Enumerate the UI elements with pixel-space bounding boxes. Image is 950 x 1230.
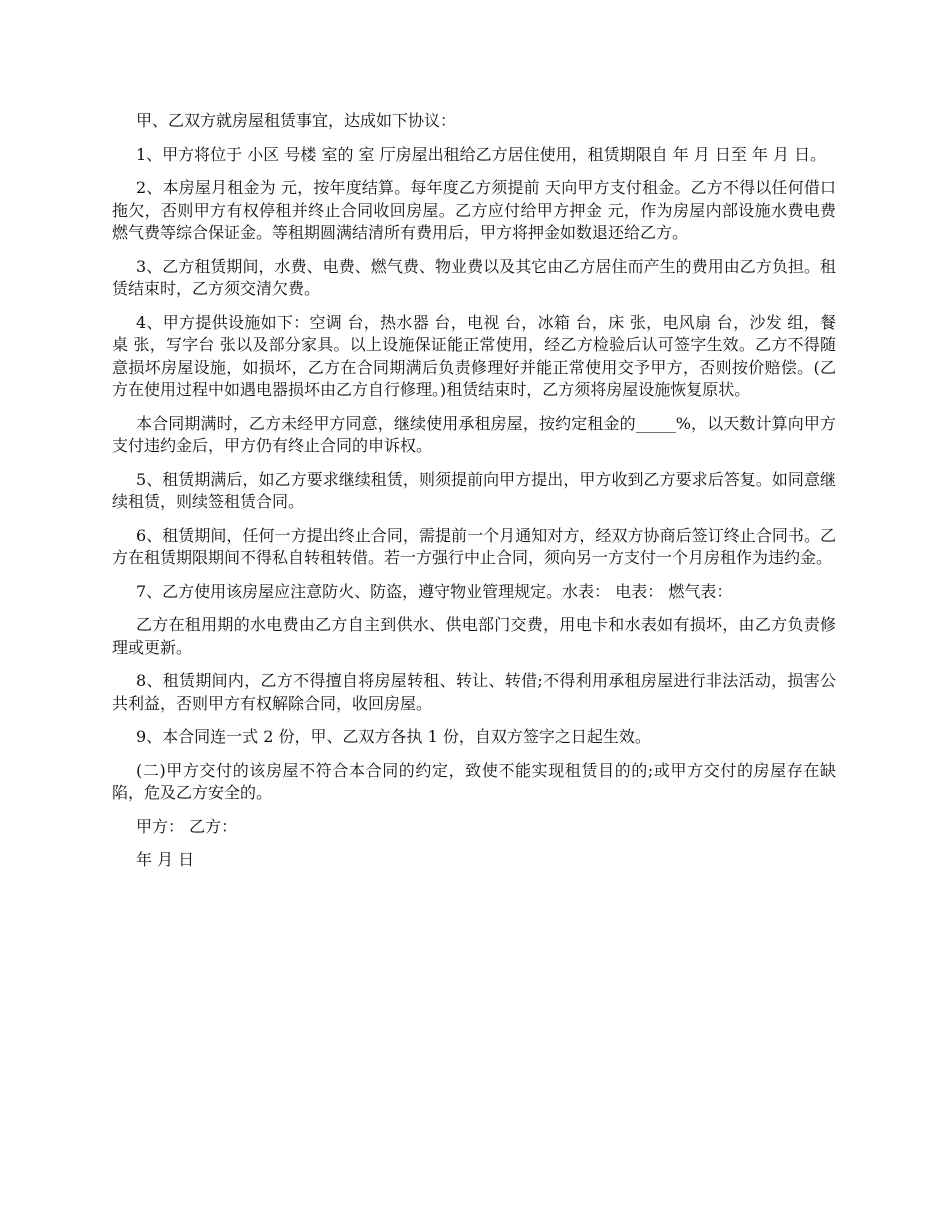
paragraph-clause-4: 4、甲方提供设施如下：空调 台，热水器 台，电视 台，冰箱 台，床 张，电风扇 台，沙发 组，餐桌 张，写字台 张以及部分家具。以上设施保证能正常使用，经乙方检验后认可签字生效。乙方不得随意损坏房屋设施，如损坏，乙方在合同期满后负责修理好并能正常使用交予甲方，否则按价赔偿。(乙方在使用过程中如遇电器损坏由乙方自行修理。)租赁结束时，乙方须将房屋设施恢复原状。	[112, 312, 836, 399]
date-line: 年 月 日	[136, 850, 195, 869]
paragraph-utility-fees: 乙方在租用期的水电费由乙方自主到供水、供电部门交费，用电卡和水表如有损坏，由乙方负责修理或更新。	[112, 615, 836, 657]
paragraph-clause-8: 8、租赁期间内，乙方不得擅自将房屋转租、转让、转借;不得利用承租房屋进行非法活动，损害公共利益，否则甲方有权解除合同，收回房屋。	[112, 671, 836, 713]
paragraph-clause-1: 1、甲方将位于 小区 号楼 室的 室 厅房屋出租给乙方居住使用，租赁期限自 年 月 日至 年 月 日。	[136, 144, 827, 164]
paragraph-clause-9: 9、本合同连一式 2 份，甲、乙双方各执 1 份，自双方签字之日起生效。	[136, 727, 651, 746]
document-body	[112, 110, 836, 872]
paragraph-overdue-penalty: 本合同期满时，乙方未经甲方同意，继续使用承租房屋，按约定租金的_____%，以天数计算向甲方支付违约金后，甲方仍有终止合同的申诉权。	[112, 413, 836, 455]
paragraph-clause-6: 6、租赁期间，任何一方提出终止合同，需提前一个月通知对方，经双方协商后签订终止合同书。乙方在租赁期限期间不得私自转租转借。若一方强行中止合同，须向另一方支付一个月房租作为违约金。	[112, 525, 836, 567]
signature-line: 甲方： 乙方：	[136, 816, 238, 836]
paragraph-clause-2: 2、本房屋月租金为 元，按年度结算。每年度乙方须提前 天向甲方支付租金。乙方不得以任何借口拖欠，否则甲方有权停租并终止合同收回房屋。乙方应付给甲方押金 元，作为房屋内部设施水费电费燃气费等综合保证金。等租期圆满结清所有费用后，甲方将押金如数退还给乙方。	[112, 178, 836, 242]
paragraph-clause-3: 3、乙方租赁期间，水费、电费、燃气费、物业费以及其它由乙方居住而产生的费用由乙方负担。租赁结束时，乙方须交清欠费。	[112, 256, 836, 298]
paragraph-intro: 甲、乙双方就房屋租赁事宜，达成如下协议：	[136, 111, 457, 130]
paragraph-clause-7: 7、乙方使用该房屋应注意防火、防盗，遵守物业管理规定。水表： 电表： 燃气表：	[136, 581, 733, 601]
paragraph-termination-condition: (二)甲方交付的该房屋不符合本合同的约定，致使不能实现租赁目的的;或甲方交付的房屋存在缺陷，危及乙方安全的。	[112, 760, 836, 802]
paragraph-clause-5: 5、租赁期满后，如乙方要求继续租赁，则须提前向甲方提出，甲方收到乙方要求后答复。如同意继续租赁，则续签租赁合同。	[112, 469, 836, 511]
